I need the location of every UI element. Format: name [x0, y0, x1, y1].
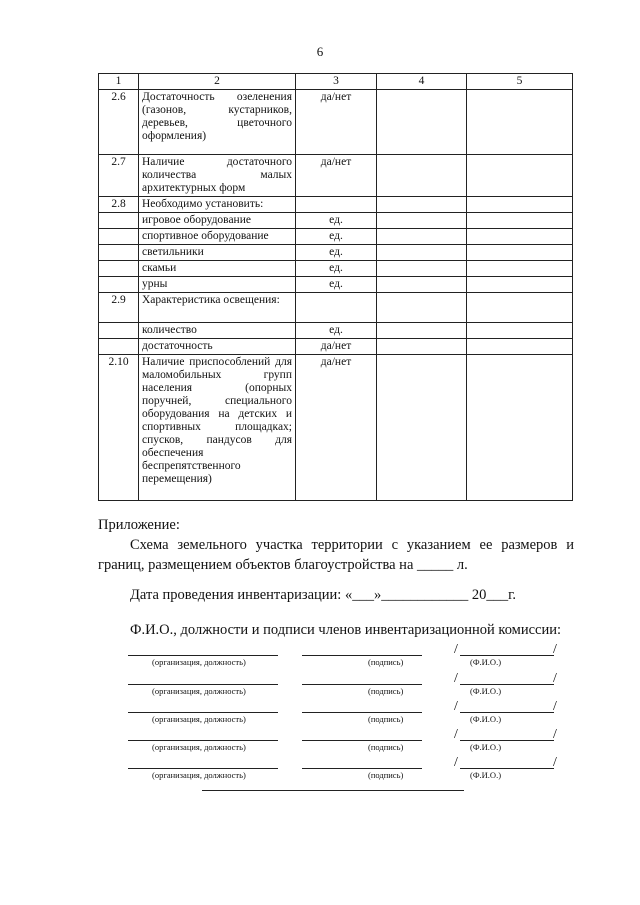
row-note-cell — [467, 90, 573, 155]
row-number: 2.9 — [99, 293, 139, 323]
row-unit: ед. — [296, 213, 377, 229]
inventory-table — [98, 73, 573, 501]
fio-caption: (Ф.И.О.) — [470, 686, 502, 696]
row-note-cell — [467, 323, 573, 339]
slash-mark: / — [553, 699, 557, 714]
row-note-cell — [467, 229, 573, 245]
row-unit: ед. — [296, 229, 377, 245]
row-value-cell — [377, 229, 467, 245]
header-cell: 1 — [99, 74, 139, 90]
row-number — [99, 323, 139, 339]
row-value-cell — [377, 355, 467, 501]
row-description: Наличие приспособлений для маломобильных групп населения (опорных поручней, специального оборудования на детских и спортивных площадках; спусков, пандусов для обеспечения беспрепятственного перемещения) — [139, 355, 296, 501]
row-note-cell — [467, 277, 573, 293]
row-note-cell — [467, 197, 573, 213]
signature-caption: (подпись) — [368, 686, 404, 696]
org-caption: (организация, должность) — [152, 742, 246, 752]
table-row — [99, 213, 573, 229]
slash-mark: / — [553, 727, 557, 742]
slash-mark: / — [553, 671, 557, 686]
fio-caption: (Ф.И.О.) — [470, 657, 502, 667]
table-header-row — [99, 74, 573, 90]
row-unit — [296, 293, 377, 323]
table-row — [99, 229, 573, 245]
header-cell: 2 — [139, 74, 296, 90]
row-note-cell — [467, 355, 573, 501]
row-value-cell — [377, 293, 467, 323]
signature-caption: (подпись) — [368, 657, 404, 667]
row-unit: да/нет — [296, 90, 377, 155]
signature-line — [302, 684, 422, 685]
row-value-cell — [377, 245, 467, 261]
fio-caption: (Ф.И.О.) — [470, 714, 502, 724]
row-note-cell — [467, 293, 573, 323]
row-description: количество — [139, 323, 296, 339]
row-unit: да/нет — [296, 355, 377, 501]
row-unit: ед. — [296, 323, 377, 339]
inventory-date-line: Дата проведения инвентаризации: «___»____________ 20___г. — [130, 587, 517, 603]
bottom-divider — [202, 790, 464, 791]
slash-mark: / — [454, 671, 458, 686]
org-line — [128, 684, 278, 685]
row-value-cell — [377, 90, 467, 155]
signature-caption: (подпись) — [368, 742, 404, 752]
header-cell: 4 — [377, 74, 467, 90]
org-line — [128, 768, 278, 769]
table-row — [99, 261, 573, 277]
signature-line — [302, 655, 422, 656]
table-row — [99, 277, 573, 293]
table-row — [99, 245, 573, 261]
row-description: Характеристика освещения: — [139, 293, 296, 323]
row-description: Наличие достаточного количества малых архитектурных форм — [139, 155, 296, 197]
table-row — [99, 155, 573, 197]
row-description: Достаточность озеленения (газонов, кустарников, деревьев, цветочного оформления) — [139, 90, 296, 155]
fio-line — [460, 655, 554, 656]
row-value-cell — [377, 339, 467, 355]
org-caption: (организация, должность) — [152, 686, 246, 696]
signature-caption: (подпись) — [368, 770, 404, 780]
org-caption: (организация, должность) — [152, 714, 246, 724]
org-line — [128, 740, 278, 741]
row-value-cell — [377, 323, 467, 339]
org-line — [128, 655, 278, 656]
row-number — [99, 277, 139, 293]
row-description: светильники — [139, 245, 296, 261]
row-unit: ед. — [296, 245, 377, 261]
row-description: Необходимо установить: — [139, 197, 296, 213]
row-note-cell — [467, 245, 573, 261]
signature-row — [0, 727, 640, 770]
row-value-cell — [377, 197, 467, 213]
row-description: скамьи — [139, 261, 296, 277]
row-note-cell — [467, 339, 573, 355]
row-number — [99, 229, 139, 245]
slash-mark: / — [454, 699, 458, 714]
row-unit — [296, 197, 377, 213]
row-value-cell — [377, 277, 467, 293]
table-row — [99, 90, 573, 155]
row-number — [99, 213, 139, 229]
row-number: 2.6 — [99, 90, 139, 155]
signature-line — [302, 740, 422, 741]
row-number — [99, 261, 139, 277]
row-description: спортивное оборудование — [139, 229, 296, 245]
fio-line — [460, 740, 554, 741]
row-note-cell — [467, 213, 573, 229]
row-value-cell — [377, 155, 467, 197]
row-unit: ед. — [296, 277, 377, 293]
fio-line — [460, 768, 554, 769]
signature-line — [302, 712, 422, 713]
appendix-text: Схема земельного участка территории с указанием ее размеров и границ, размещением объектов благоустройства на _____ л. — [98, 537, 574, 573]
table-row — [99, 323, 573, 339]
table-row — [99, 197, 573, 213]
row-value-cell — [377, 213, 467, 229]
slash-mark: / — [553, 755, 557, 770]
commission-line: Ф.И.О., должности и подписи членов инвентаризационной комиссии: — [130, 622, 562, 638]
page-number: 6 — [316, 44, 324, 59]
row-number: 2.10 — [99, 355, 139, 501]
appendix-label: Приложение: — [98, 517, 180, 533]
row-number — [99, 245, 139, 261]
fio-line — [460, 684, 554, 685]
table-row — [99, 293, 573, 323]
header-cell: 5 — [467, 74, 573, 90]
row-description: урны — [139, 277, 296, 293]
row-unit: да/нет — [296, 339, 377, 355]
row-note-cell — [467, 155, 573, 197]
row-number: 2.7 — [99, 155, 139, 197]
org-caption: (организация, должность) — [152, 770, 246, 780]
table-row — [99, 355, 573, 501]
signature-row — [0, 642, 640, 685]
row-unit: ед. — [296, 261, 377, 277]
signature-row — [0, 671, 640, 714]
signature-caption: (подпись) — [368, 714, 404, 724]
header-cell: 3 — [296, 74, 377, 90]
row-unit: да/нет — [296, 155, 377, 197]
signature-line — [302, 768, 422, 769]
row-description: достаточность — [139, 339, 296, 355]
row-number — [99, 339, 139, 355]
slash-mark: / — [454, 642, 458, 657]
row-number: 2.8 — [99, 197, 139, 213]
signature-row — [0, 755, 640, 798]
slash-mark: / — [454, 755, 458, 770]
signature-row — [0, 699, 640, 742]
row-description: игровое оборудование — [139, 213, 296, 229]
fio-line — [460, 712, 554, 713]
org-caption: (организация, должность) — [152, 657, 246, 667]
table-row — [99, 339, 573, 355]
slash-mark: / — [454, 727, 458, 742]
row-note-cell — [467, 261, 573, 277]
fio-caption: (Ф.И.О.) — [470, 742, 502, 752]
org-line — [128, 712, 278, 713]
slash-mark: / — [553, 642, 557, 657]
row-value-cell — [377, 261, 467, 277]
fio-caption: (Ф.И.О.) — [470, 770, 502, 780]
